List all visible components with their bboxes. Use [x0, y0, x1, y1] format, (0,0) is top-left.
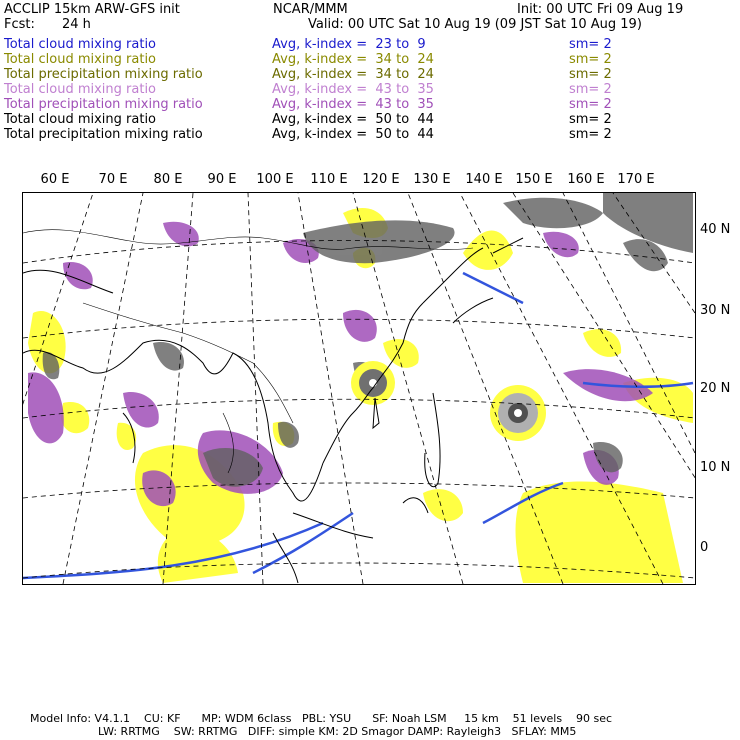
- map-canvas: [23, 193, 695, 584]
- high-level-cloud-layer: [28, 222, 653, 506]
- legend-smoothing: sm= 2: [569, 112, 612, 127]
- legend-smoothing: sm= 2: [569, 97, 612, 112]
- latitude-label: 40 N: [700, 222, 731, 237]
- legend-row: [4, 67, 734, 82]
- legend-field-label: Total cloud mixing ratio: [4, 52, 157, 67]
- legend-field-label: Total cloud mixing ratio: [4, 82, 157, 97]
- legend-row: [4, 82, 734, 97]
- legend-row: [4, 52, 734, 67]
- legend-smoothing: sm= 2: [569, 37, 612, 52]
- legend-field-label: Total cloud mixing ratio: [4, 37, 157, 52]
- latitude-label: 0: [700, 540, 709, 555]
- legend-field-label: Total precipitation mixing ratio: [4, 127, 203, 142]
- model-info-line1: Model Info: V4.1.1 CU: KF MP: WDM 6class PBL: YSU SF: Noah LSM 15 km 51 levels 90 sec: [30, 712, 613, 725]
- legend-field-label: Total cloud mixing ratio: [4, 112, 157, 127]
- legend-avg-range: Avg, k-index = 43 to 35: [272, 97, 434, 112]
- legend-avg-range: Avg, k-index = 50 to 44: [272, 127, 434, 142]
- legend-field-label: Total precipitation mixing ratio: [4, 97, 203, 112]
- typhoon-swirl-1: [490, 385, 546, 441]
- init-time: Init: 00 UTC Fri 09 Aug 19: [517, 2, 684, 17]
- legend-row: [4, 127, 734, 142]
- longitude-label: 90 E: [207, 172, 237, 187]
- longitude-label: 100 E: [256, 172, 294, 187]
- longitude-label: 110 E: [310, 172, 348, 187]
- typhoon-swirl-2: [351, 361, 395, 405]
- legend-smoothing: sm= 2: [569, 67, 612, 82]
- forecast-hours: 24 h: [62, 17, 91, 32]
- model-title: ACCLIP 15km ARW-GFS init: [4, 2, 180, 17]
- longitude-label: 160 E: [567, 172, 605, 187]
- longitude-label: 140 E: [465, 172, 503, 187]
- longitude-axis: [0, 172, 740, 188]
- latitude-label: 20 N: [700, 381, 731, 396]
- latitude-label: 10 N: [700, 460, 731, 475]
- longitude-label: 60 E: [40, 172, 70, 187]
- legend-avg-range: Avg, k-index = 34 to 24: [272, 67, 434, 82]
- longitude-label: 70 E: [98, 172, 128, 187]
- legend-smoothing: sm= 2: [569, 127, 612, 142]
- longitude-label: 130 E: [413, 172, 451, 187]
- legend-avg-range: Avg, k-index = 43 to 35: [272, 82, 434, 97]
- legend-avg-range: Avg, k-index = 23 to 9: [272, 37, 426, 52]
- legend-row: [4, 112, 734, 127]
- longitude-label: 150 E: [515, 172, 553, 187]
- longitude-label: 170 E: [617, 172, 655, 187]
- legend-row: [4, 37, 734, 52]
- legend-avg-range: Avg, k-index = 34 to 24: [272, 52, 434, 67]
- longitude-label: 120 E: [362, 172, 400, 187]
- valid-time: Valid: 00 UTC Sat 10 Aug 19 (09 JST Sat 10 Aug 19): [308, 17, 642, 32]
- latitude-label: 30 N: [700, 303, 731, 318]
- longitude-label: 80 E: [153, 172, 183, 187]
- weather-map: [22, 192, 696, 585]
- legend-avg-range: Avg, k-index = 50 to 44: [272, 112, 434, 127]
- model-info-line2: LW: RRTMG SW: RRTMG DIFF: simple KM: 2D Smagor DAMP: Rayleigh3 SFLAY: MM5: [98, 725, 577, 738]
- legend-smoothing: sm= 2: [569, 82, 612, 97]
- legend-field-label: Total precipitation mixing ratio: [4, 67, 203, 82]
- legend-smoothing: sm= 2: [569, 52, 612, 67]
- forecast-label: Fcst:: [4, 17, 35, 32]
- legend-row: [4, 97, 734, 112]
- center-name: NCAR/MMM: [273, 2, 348, 17]
